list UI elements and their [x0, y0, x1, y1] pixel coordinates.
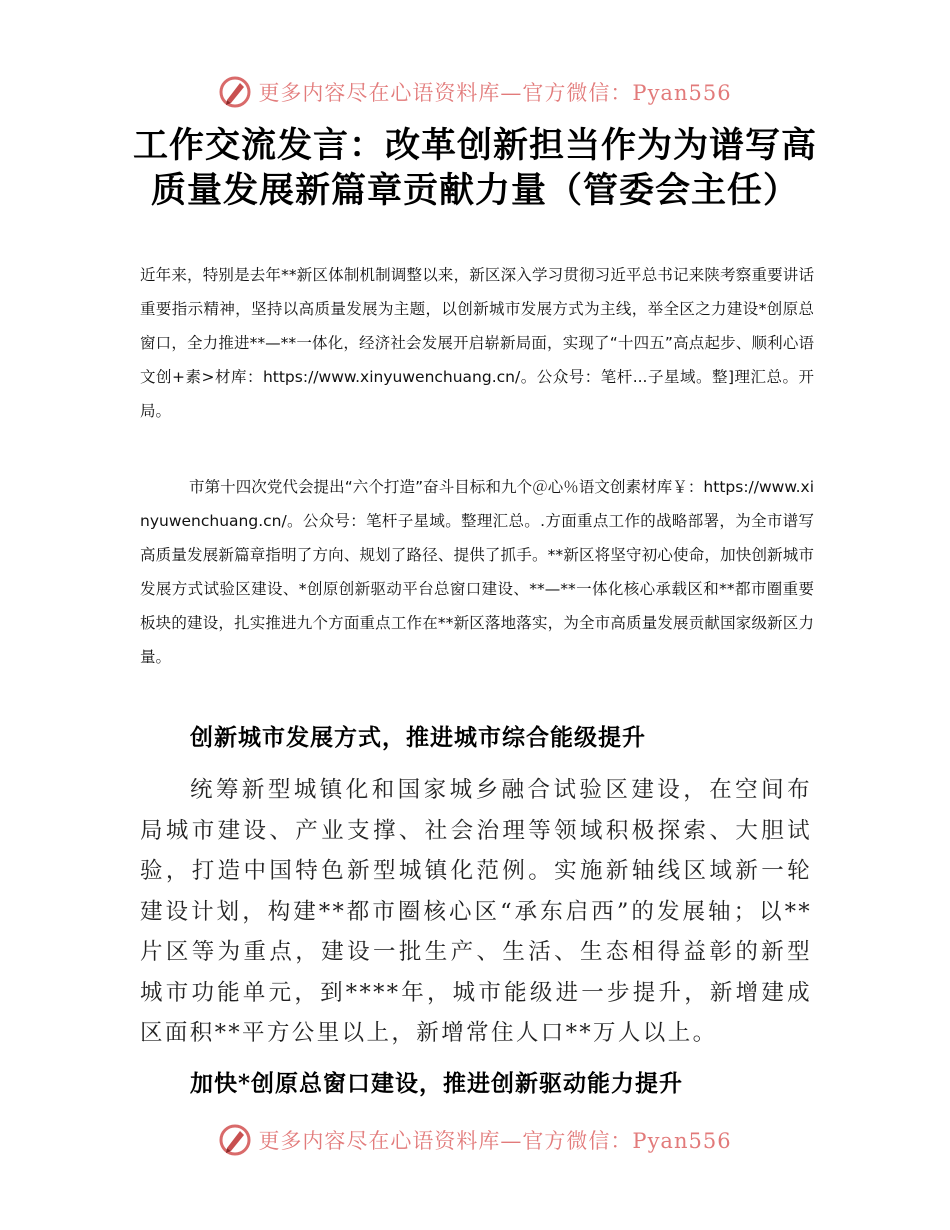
- watermark-banner-top: [0, 72, 950, 112]
- watermark-banner-bottom: [0, 1120, 950, 1160]
- watermark-text: 更多内容尽在心语资料库—官方微信：Pyan556: [258, 1129, 732, 1153]
- urbanization-paragraph: 统筹新型城镇化和国家城乡融合试验区建设，在空间布局城市建设、产业支撑、社会治理等领域积极探索、大胆试验，打造中国特色新型城镇化范例。实施新轴线区域新一轮建设计划，构建**都市圈核心区“承东启西”的发展轴；以**片区等为重点，建设一批生产、生活、生态相得益彰的新型城市功能单元，到****年，城市能级进一步提升，新增建成区面积**平方公里以上，新增常住人口**万人以上。: [140, 777, 812, 1046]
- section-heading-urban-development: 创新城市发展方式，推进城市综合能级提升: [190, 724, 646, 751]
- watermark-text: 更多内容尽在心语资料库—官方微信：Pyan556: [258, 81, 732, 105]
- strategy-paragraph: 市第十四次党代会提出“六个打造”奋斗目标和九个＠心％语文创素材库￥：https://www.xinyuwenchuang.cn/。公众号：笔杆子星域。整理汇总。.方面重点工作的战略部署，为全市谱写高质量发展新篇章指明了方向、规划了路径、提供了抓手。**新区将坚守初心使命，加快创新城市发展方式试验区建设、*创原创新驱动平台总窗口建设、**—**一体化核心承载区和**都市圈重要板块的建设，扎实推进九个方面重点工作在**新区落地落实，为全市高质量发展贡献国家级新区力量。: [140, 478, 814, 666]
- intro-paragraph: 近年来，特别是去年**新区体制机制调整以来，新区深入学习贯彻习近平总书记来陕考察重要讲话重要指示精神，坚持以高质量发展为主题，以创新城市发展方式为主线，举全区之力建设*创原总窗口，全力推进**—**一体化，经济社会发展开启崭新局面，实现了“十四五”高点起步、顺利心语文创+素>材库：https://www.xinyuwenchuang.cn/。公众号：笔杆...子星域。整]理汇总。开局。: [140, 266, 814, 420]
- title-line-1: 工作交流发言：改革创新担当作为为谱写高: [132, 126, 817, 166]
- pen-nib-logo-icon: [218, 1123, 252, 1157]
- section-heading-innovation: 加快*创原总窗口建设，推进创新驱动能力提升: [190, 1070, 684, 1097]
- document-title: [60, 124, 890, 214]
- pen-nib-logo-icon: [218, 75, 252, 109]
- title-line-2: 质量发展新篇章贡献力量（管委会主任）: [150, 171, 799, 211]
